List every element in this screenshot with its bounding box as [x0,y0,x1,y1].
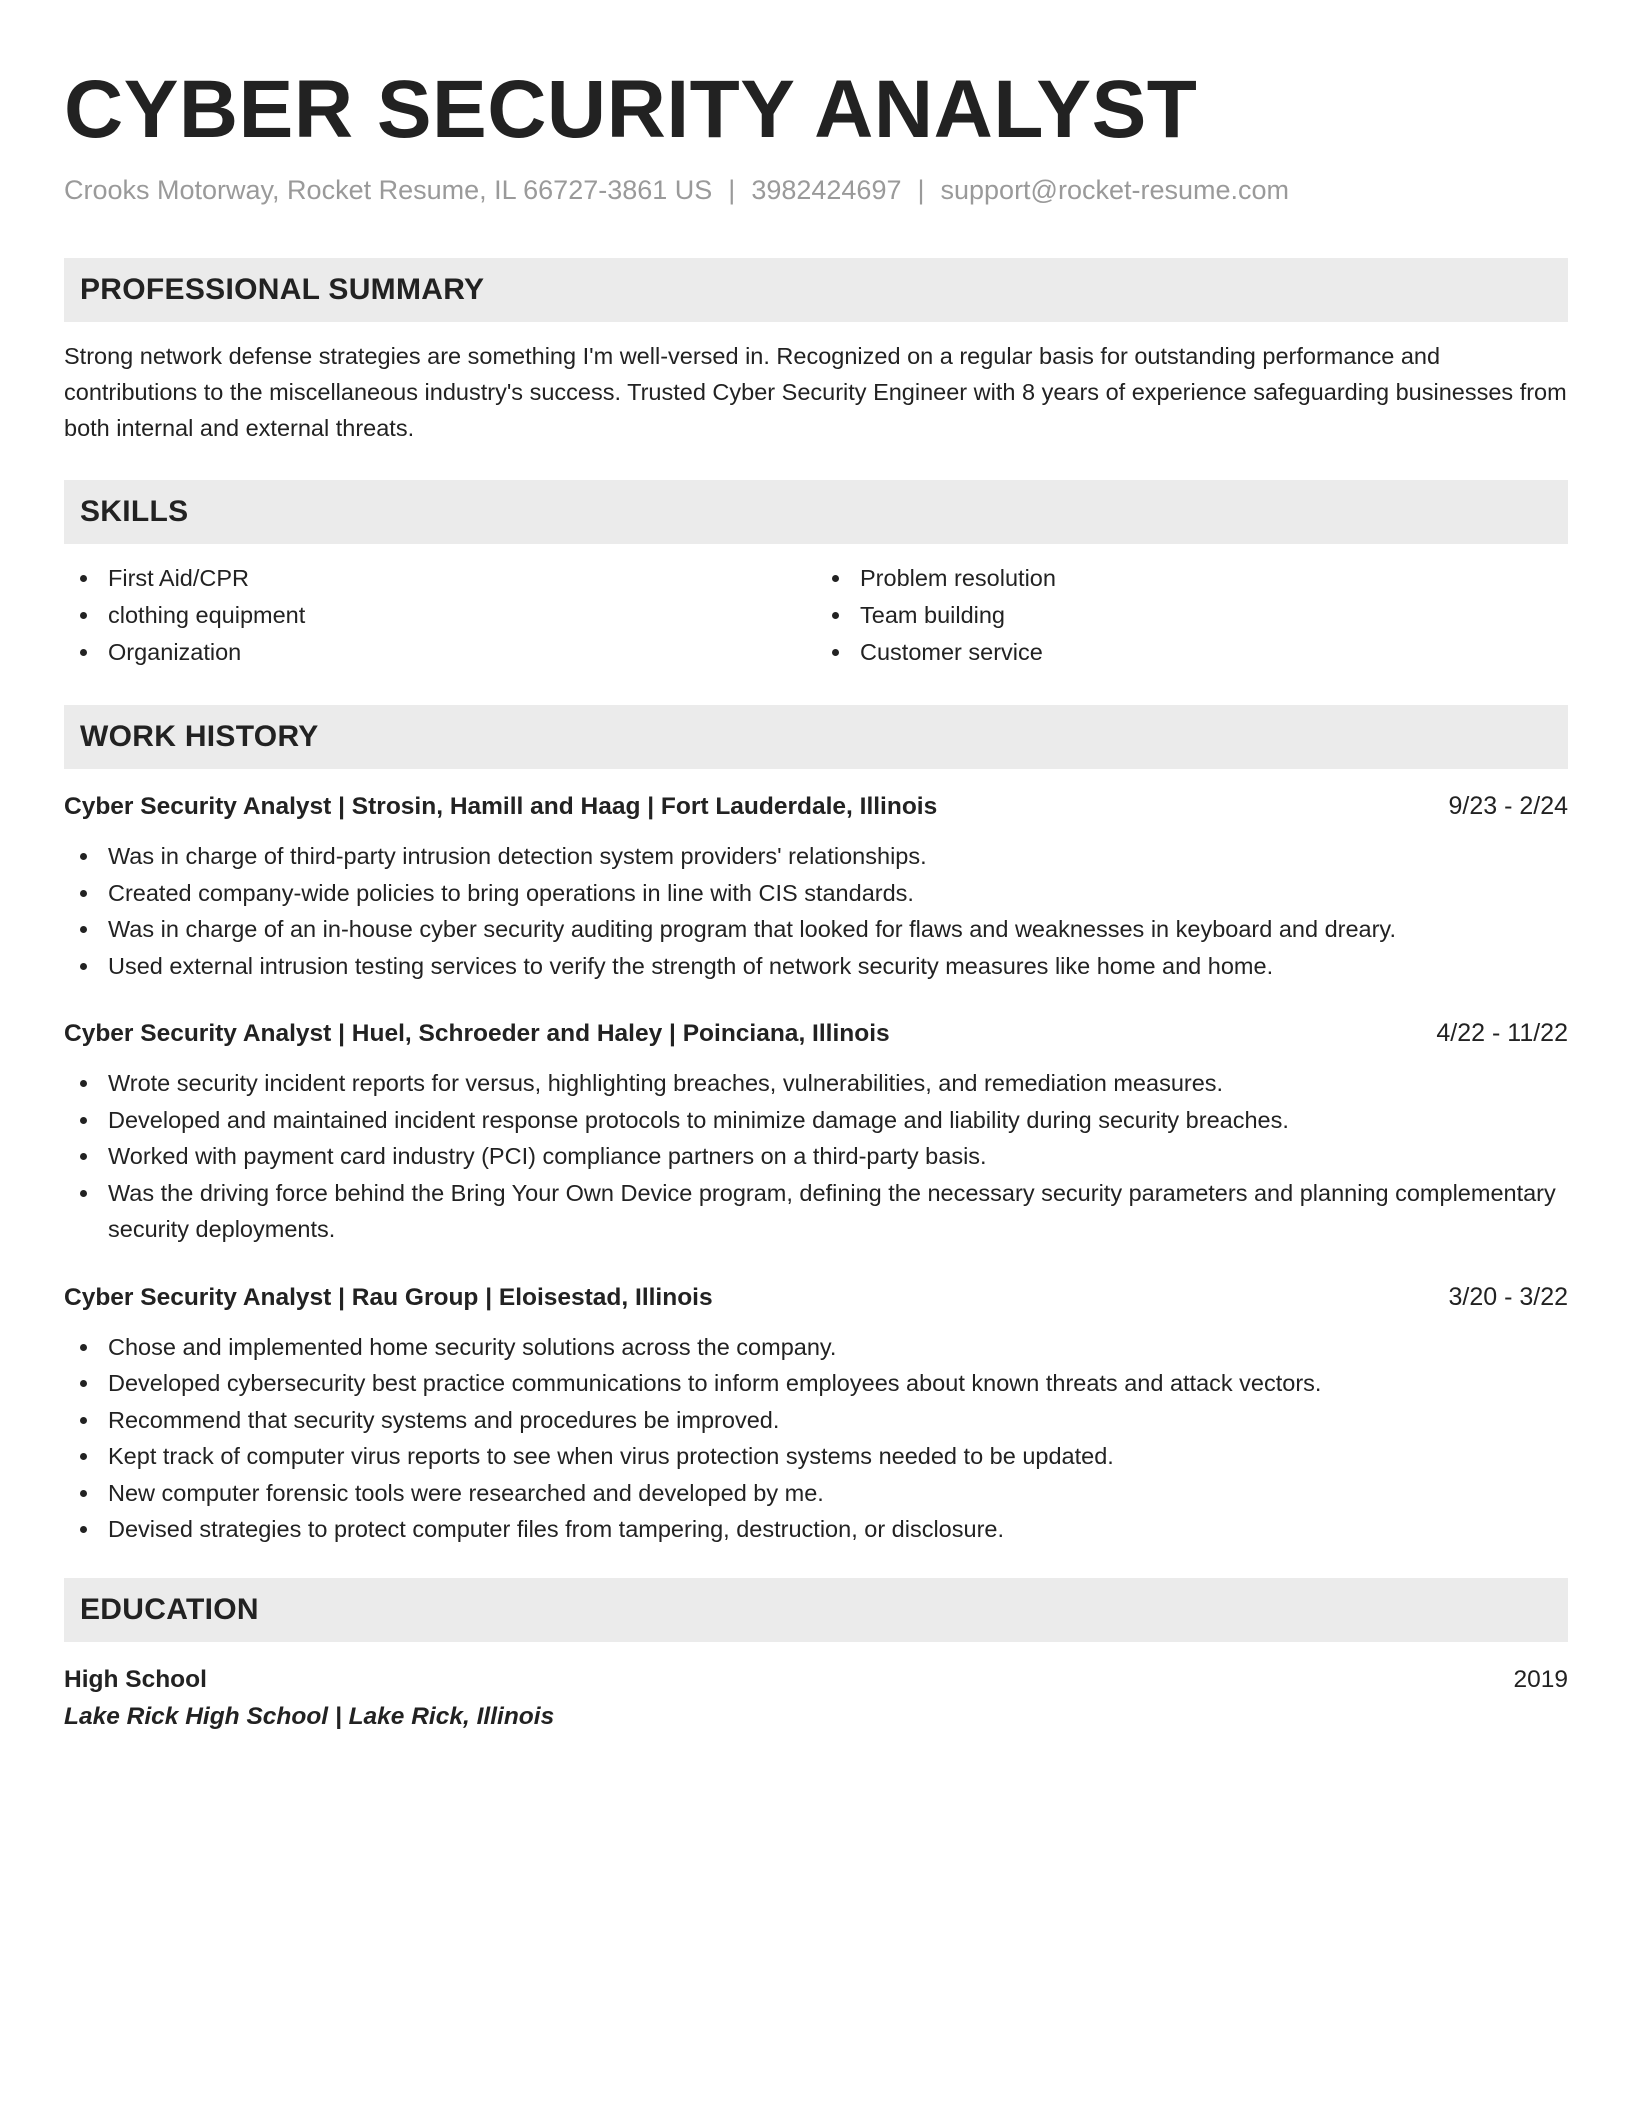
education-school: Lake Rick High School | Lake Rick, Illinois [64,1702,555,1730]
contact-line [64,172,1568,208]
job-bullets [64,1329,1568,1548]
job-bullet: Was in charge of an in-house cyber security auditing program that looked for flaws and weaknesses in keyboard and dreary. [64,911,1568,948]
resume-name: CYBER SECURITY ANALYST [64,64,1198,155]
contact-separator: | [728,175,736,205]
job-bullet: Worked with payment card industry (PCI) compliance partners on a third-party basis. [64,1138,1568,1175]
skills-list [64,560,1568,671]
skills-column-right [816,560,1568,671]
summary-heading: PROFESSIONAL SUMMARY [64,258,1568,322]
skills-column-left [64,560,816,671]
job-bullet: Kept track of computer virus reports to see when virus protection systems needed to be updated. [64,1438,1568,1475]
job-bullets [64,1065,1568,1248]
job-bullet: Was in charge of third-party intrusion detection system providers' relationships. [64,838,1568,875]
education-heading: EDUCATION [64,1578,1568,1642]
education-year: 2019 [1513,1665,1568,1693]
work-history-heading: WORK HISTORY [64,705,1568,769]
job-header [64,1016,1568,1051]
skill-item: clothing equipment [64,597,816,634]
job-entry [64,789,1568,984]
job-bullet: Used external intrusion testing services to verify the strength of network security measures like home and home. [64,948,1568,985]
job-header [64,1280,1568,1315]
education-header [64,1662,1568,1698]
contact-email: support@rocket-resume.com [940,175,1290,205]
job-bullet: Devised strategies to protect computer files from tampering, destruction, or disclosure. [64,1511,1568,1548]
summary-text: Strong network defense strategies are something I'm well-versed in. Recognized on a regular basis for outstanding performance and contributions to the miscellaneous industry's success. Trusted Cyber Security Engineer with 8 years of experience safeguarding businesses from both internal and external threats. [64,343,1567,441]
education-degree: High School [64,1665,207,1693]
job-bullets [64,838,1568,984]
job-dates: 3/20 - 3/22 [1448,1282,1568,1311]
skill-item: Problem resolution [816,560,1568,597]
skill-item: First Aid/CPR [64,560,816,597]
skill-item: Team building [816,597,1568,634]
contact-separator: | [917,175,925,205]
job-entry [64,1280,1568,1548]
job-bullet: New computer forensic tools were researched and developed by me. [64,1475,1568,1512]
job-bullet: Was the driving force behind the Bring Your Own Device program, defining the necessary security parameters and planning complementary security deployments. [64,1175,1568,1248]
job-bullet: Wrote security incident reports for versus, highlighting breaches, vulnerabilities, and remediation measures. [64,1065,1568,1102]
job-bullet: Chose and implemented home security solutions across the company. [64,1329,1568,1366]
contact-address: Crooks Motorway, Rocket Resume, IL 66727-3861 US [64,175,713,205]
job-header [64,789,1568,824]
skill-item: Customer service [816,634,1568,671]
contact-phone: 3982424697 [751,175,902,205]
skill-item: Organization [64,634,816,671]
job-bullet: Recommend that security systems and procedures be improved. [64,1402,1568,1439]
job-entry [64,1016,1568,1248]
job-dates: 4/22 - 11/22 [1436,1019,1568,1047]
skills-heading: SKILLS [64,480,1568,544]
education-entry [64,1662,1568,1736]
job-bullet: Created company-wide policies to bring operations in line with CIS standards. [64,875,1568,912]
job-title: Cyber Security Analyst | Strosin, Hamill and Haag | Fort Lauderdale, Illinois [64,793,938,820]
job-title: Cyber Security Analyst | Rau Group | Eloisestad, Illinois [64,1283,713,1311]
job-title: Cyber Security Analyst | Huel, Schroeder and Haley | Poinciana, Illinois [64,1020,890,1047]
job-dates: 9/23 - 2/24 [1448,792,1568,820]
job-bullet: Developed cybersecurity best practice communications to inform employees about known threats and attack vectors. [64,1365,1568,1402]
job-bullet: Developed and maintained incident response protocols to minimize damage and liability during security breaches. [64,1102,1568,1139]
